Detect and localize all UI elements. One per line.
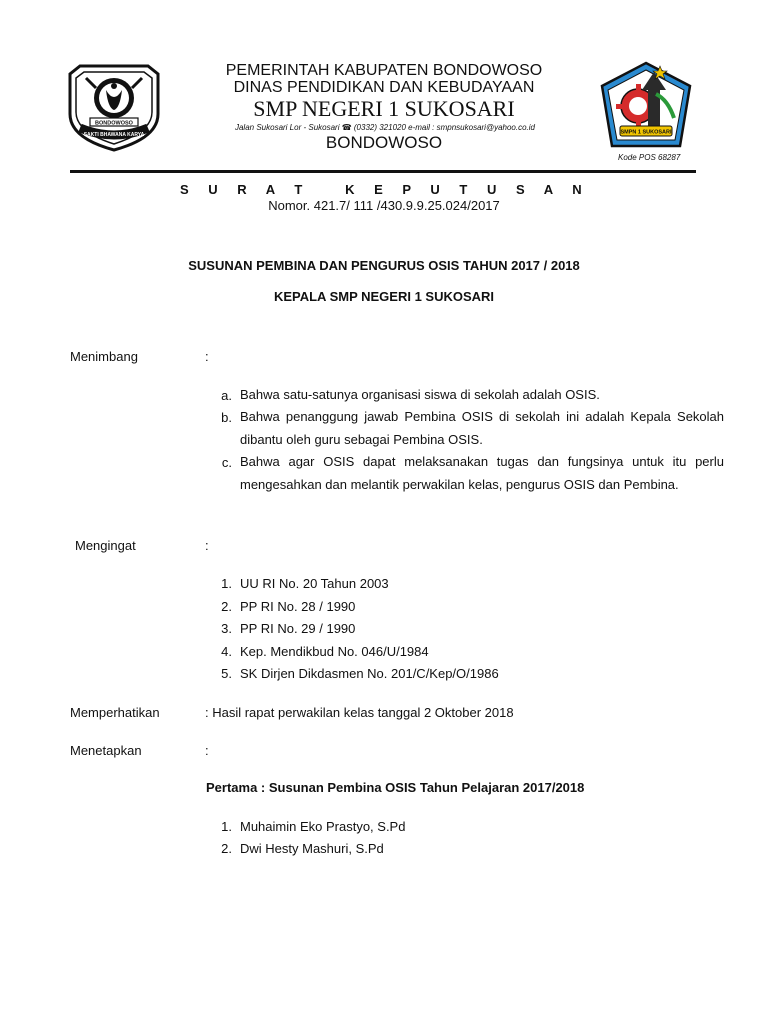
school-emblem-icon [598, 60, 694, 152]
menetapkan-colon: : [205, 743, 209, 758]
header-school-name: SMP NEGERI 1 SUKOSARI [253, 96, 515, 121]
memperhatikan-label: Memperhatikan [70, 705, 160, 720]
bondowoso-regency-emblem-icon [66, 60, 162, 152]
pembina-item-text: Muhaimin Eko Prastyo, S.Pd [240, 819, 406, 834]
menimbang-item-text: Bahwa agar OSIS dapat melaksanakan tugas dan fungsinya untuk itu perlu mengesahkan dan melantik perwakilan kelas, pengurus OSIS dan Pembina. [240, 454, 724, 492]
decree-subject-heading: SUSUNAN PEMBINA DAN PENGURUS OSIS TAHUN 2017 / 2018 [188, 258, 580, 273]
menimbang-item-marker: b. [221, 410, 232, 425]
menetapkan-label: Menetapkan [70, 743, 142, 758]
mengingat-item-text: PP RI No. 28 / 1990 [240, 599, 356, 614]
right-logo-banner: SMPN 1 SUKOSARI [620, 129, 672, 136]
pembina-item-text: Dwi Hesty Mashuri, S.Pd [240, 841, 384, 856]
mengingat-item-marker: 4. [221, 644, 232, 659]
mengingat-colon: : [205, 538, 209, 553]
menimbang-item-text: Bahwa satu-satunya organisasi siswa di sekolah adalah OSIS. [240, 387, 600, 402]
memperhatikan-text: : Hasil rapat perwakilan kelas tanggal 2 Oktober 2018 [205, 705, 514, 720]
header-address: Jalan Sukosari Lor - Sukosari ☎ (0332) 321020 e-mail : smpnsukosari@yahoo.co.id [234, 123, 535, 132]
document-title: S U R A T K E P U T U S A N [180, 182, 590, 197]
menimbang-item-marker: c. [221, 455, 232, 470]
mengingat-item-text: PP RI No. 29 / 1990 [240, 621, 356, 636]
mengingat-item-marker: 2. [221, 599, 232, 614]
letterhead-divider [70, 170, 696, 173]
menimbang-item-text: Bahwa penanggung jawab Pembina OSIS di sekolah ini adalah Kepala Sekolah dibantu oleh guru sebagai Pembina OSIS. [240, 409, 724, 447]
header-department-line: DINAS PENDIDIKAN DAN KEBUDAYAAN [233, 79, 535, 96]
left-logo-motto: SAKTI BHAWANA KARYA [83, 132, 145, 138]
header-government-line: PEMERINTAH KABUPATEN BONDOWOSO [225, 62, 543, 79]
postal-code: Kode POS 68287 [618, 153, 681, 162]
mengingat-label: Mengingat [75, 538, 136, 553]
mengingat-item-marker: 5. [221, 666, 232, 681]
mengingat-item-marker: 3. [221, 621, 232, 636]
pertama-heading: Pertama : Susunan Pembina OSIS Tahun Pelajaran 2017/2018 [206, 780, 585, 795]
mengingat-item-text: UU RI No. 20 Tahun 2003 [240, 576, 389, 591]
mengingat-item-marker: 1. [221, 576, 232, 591]
mengingat-item-text: Kep. Mendikbud No. 046/U/1984 [240, 644, 429, 659]
pembina-item-marker: 1. [221, 819, 232, 834]
menimbang-colon: : [205, 349, 209, 364]
header-city: BONDOWOSO [325, 133, 443, 152]
issuer-heading: KEPALA SMP NEGERI 1 SUKOSARI [273, 289, 495, 304]
menimbang-label: Menimbang [70, 349, 138, 364]
menimbang-item-marker: a. [221, 388, 232, 403]
pembina-item-marker: 2. [221, 841, 232, 856]
document-number: Nomor. 421.7/ 111 /430.9.9.25.024/2017 [268, 198, 500, 213]
mengingat-item-text: SK Dirjen Dikdasmen No. 201/C/Kep/O/1986 [240, 666, 499, 681]
left-logo-banner: BONDOWOSO [95, 120, 133, 127]
